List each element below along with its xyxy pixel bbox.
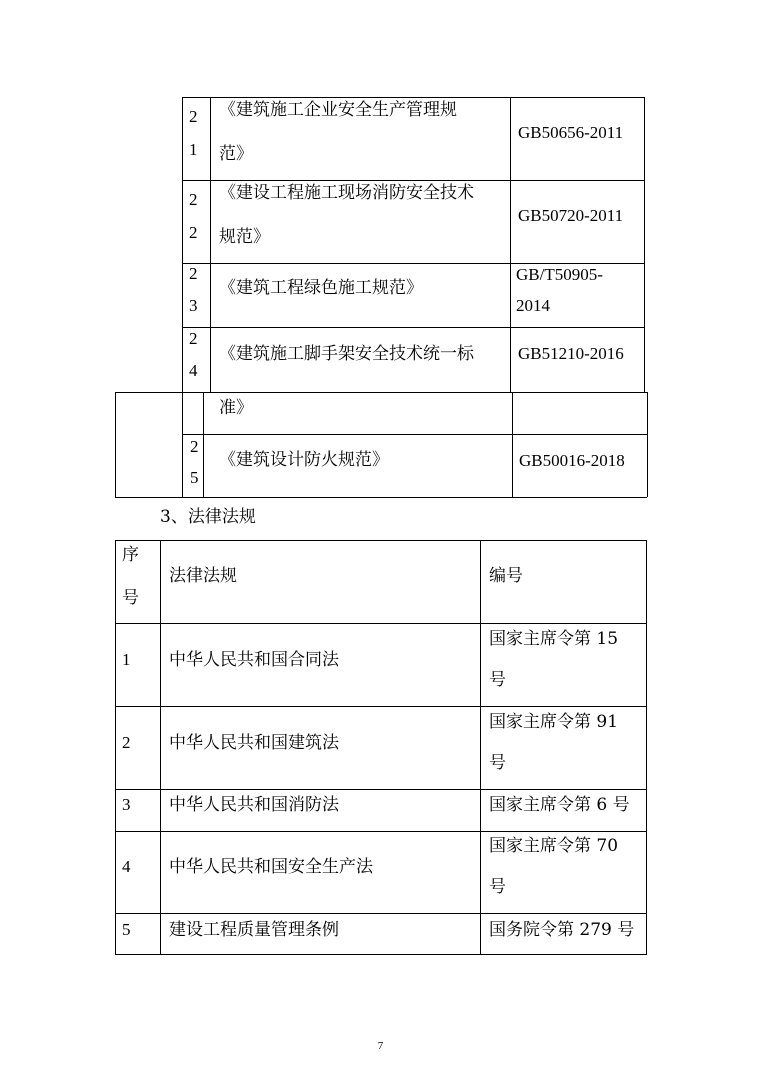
header-law-name: 法律法规 <box>169 566 237 586</box>
standard-code: GB/T50905- <box>516 265 603 284</box>
standard-name: 《建筑施工企业安全生产管理规 <box>219 100 457 120</box>
row-number-digit: 2 <box>189 223 198 242</box>
standard-name: 《建筑工程绿色施工规范》 <box>219 278 423 298</box>
standard-name-cont: 范》 <box>219 144 253 164</box>
header-seq-cont: 号 <box>122 588 139 608</box>
law-code-cont: 号 <box>489 753 506 773</box>
law-name: 中华人民共和国消防法 <box>169 795 339 815</box>
standard-name-cont: 准》 <box>219 398 253 418</box>
law-name: 中华人民共和国建筑法 <box>169 733 339 753</box>
law-code: 国务院令第 279 号 <box>489 920 635 940</box>
law-code: 国家主席令第 6 号 <box>489 795 630 815</box>
row-number-digit: 2 <box>189 329 198 348</box>
law-name: 中华人民共和国安全生产法 <box>169 857 373 877</box>
row-number-digit: 5 <box>190 468 199 487</box>
row-number-digit: 4 <box>189 361 198 380</box>
row-number-digit: 2 <box>190 437 199 456</box>
row-number-digit: 3 <box>189 296 198 315</box>
standard-name: 《建筑施工脚手架安全技术统一标 <box>219 344 474 364</box>
row-seq: 4 <box>122 857 131 876</box>
law-name: 中华人民共和国合同法 <box>169 650 339 670</box>
row-seq: 1 <box>122 650 131 669</box>
law-name: 建设工程质量管理条例 <box>169 920 339 940</box>
law-code-cont: 号 <box>489 670 506 690</box>
law-code: 国家主席令第 70 <box>489 836 619 856</box>
row-seq: 3 <box>122 795 131 814</box>
section-heading: 3、法律法规 <box>160 507 256 527</box>
law-code: 国家主席令第 91 <box>489 712 619 732</box>
row-number-digit: 2 <box>189 107 198 126</box>
header-code: 编号 <box>489 566 523 586</box>
row-seq: 2 <box>122 733 131 752</box>
standard-code: GB50720-2011 <box>518 206 624 225</box>
row-number-digit: 2 <box>189 264 198 283</box>
row-number-digit: 1 <box>189 140 198 159</box>
header-seq: 序 <box>122 545 139 565</box>
standard-name-cont: 规范》 <box>219 227 270 247</box>
standard-code: GB51210-2016 <box>518 344 624 363</box>
standard-code-cont: 2014 <box>516 296 550 315</box>
law-code: 国家主席令第 15 <box>489 629 619 649</box>
row-number-digit: 2 <box>189 190 198 209</box>
standard-name: 《建设工程施工现场消防安全技术 <box>219 183 474 203</box>
law-code-cont: 号 <box>489 877 506 897</box>
standard-name: 《建筑设计防火规范》 <box>219 450 389 470</box>
page-number: 7 <box>377 1040 384 1052</box>
row-seq: 5 <box>122 920 131 939</box>
standard-code: GB50656-2011 <box>518 123 624 142</box>
standard-code: GB50016-2018 <box>519 451 625 470</box>
